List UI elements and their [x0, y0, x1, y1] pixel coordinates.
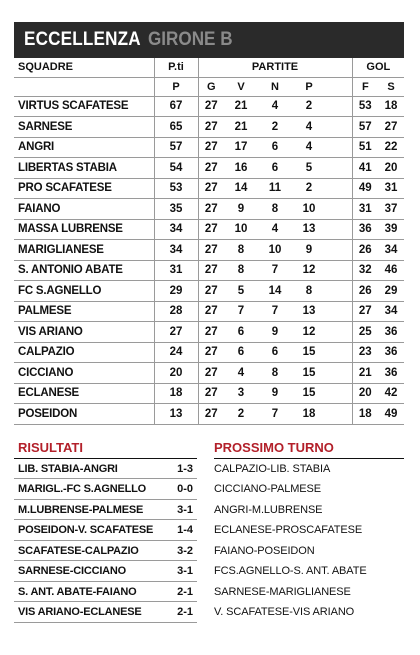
result-match: LIB. STABIA-ANGRI: [18, 462, 118, 475]
result-match: SARNESE-CICCIANO: [18, 565, 127, 577]
next-match: ECLANESE-PROSCAFATESE: [214, 524, 363, 536]
cell-f: 57: [352, 117, 378, 138]
cell-g: 27: [198, 281, 224, 302]
result-score: 2-1: [177, 606, 193, 618]
cell-pts: 34: [154, 240, 198, 261]
next-round-list: [214, 459, 404, 623]
cell-spacer: [326, 383, 352, 404]
cell-p: 10: [292, 199, 326, 220]
cell-pts: 53: [154, 178, 198, 199]
cell-n: 9: [258, 322, 292, 343]
cell-g: 27: [198, 96, 224, 117]
cell-n: 10: [258, 240, 292, 261]
cell-g: 27: [198, 199, 224, 220]
cell-pts: 24: [154, 342, 198, 363]
cell-g: 27: [198, 219, 224, 240]
cell-v: 9: [224, 199, 258, 220]
cell-n: 7: [258, 404, 292, 425]
cell-pts: 54: [154, 158, 198, 179]
cell-v: 6: [224, 322, 258, 343]
cell-g: 27: [198, 342, 224, 363]
cell-pts: 67: [154, 96, 198, 117]
table-row: [14, 199, 404, 220]
team-name: MARIGLIANESE: [14, 240, 154, 261]
col-partite: PARTITE: [198, 58, 352, 77]
table-row: [14, 178, 404, 199]
cell-spacer: [326, 260, 352, 281]
league-group: GIRONE B: [147, 29, 233, 50]
next-round-title: PROSSIMO TURNO: [214, 437, 404, 459]
cell-s: 46: [378, 260, 404, 281]
col-g: G: [198, 77, 224, 96]
team-name: VIRTUS SCAFATESE: [14, 96, 154, 117]
table-row: [14, 322, 404, 343]
league-banner: [14, 22, 404, 58]
cell-spacer: [326, 240, 352, 261]
result-match: SCAFATESE-CALPAZIO: [18, 544, 139, 557]
table-row: [14, 260, 404, 281]
cell-f: 41: [352, 158, 378, 179]
result-row: [14, 459, 197, 480]
cell-g: 27: [198, 301, 224, 322]
result-row: [14, 520, 197, 541]
cell-p: 15: [292, 363, 326, 384]
cell-n: 9: [258, 383, 292, 404]
next-match: FCS.AGNELLO-S. ANT. ABATE: [214, 565, 367, 577]
cell-spacer: [326, 117, 352, 138]
col-punti: P.ti: [154, 58, 198, 77]
cell-v: 4: [224, 363, 258, 384]
cell-spacer: [326, 404, 352, 425]
results-list: [14, 459, 197, 623]
cell-p: 13: [292, 301, 326, 322]
table-row: [14, 137, 404, 158]
table-row: [14, 240, 404, 261]
cell-v: 8: [224, 260, 258, 281]
team-name: S. ANTONIO ABATE: [14, 260, 154, 281]
team-name: PRO SCAFATESE: [14, 178, 154, 199]
cell-p: 15: [292, 383, 326, 404]
next-match: CALPAZIO-LIB. STABIA: [214, 462, 331, 475]
table-group-header: [14, 58, 404, 77]
cell-s: 36: [378, 322, 404, 343]
cell-g: 27: [198, 117, 224, 138]
cell-pts: 13: [154, 404, 198, 425]
result-score: 3-2: [177, 544, 193, 557]
table-row: [14, 281, 404, 302]
cell-spacer: [326, 363, 352, 384]
cell-f: 53: [352, 96, 378, 117]
col-pp: P: [292, 77, 326, 96]
result-match: M.LUBRENSE-PALMESE: [18, 503, 144, 516]
results-title: RISULTATI: [14, 437, 197, 459]
cell-v: 17: [224, 137, 258, 158]
cell-p: 5: [292, 158, 326, 179]
result-match: S. ANT. ABATE-FAIANO: [18, 585, 137, 598]
col-spacer: [326, 77, 352, 96]
cell-pts: 35: [154, 199, 198, 220]
cell-v: 6: [224, 342, 258, 363]
result-row: [14, 602, 197, 623]
cell-p: 18: [292, 404, 326, 425]
cell-p: 9: [292, 240, 326, 261]
cell-n: 6: [258, 137, 292, 158]
cell-s: 27: [378, 117, 404, 138]
next-match: FAIANO-POSEIDON: [214, 544, 315, 557]
col-f: F: [352, 77, 378, 96]
next-match: SARNESE-MARIGLIANESE: [214, 585, 351, 598]
cell-pts: 31: [154, 260, 198, 281]
cell-f: 31: [352, 199, 378, 220]
cell-pts: 57: [154, 137, 198, 158]
next-match: CICCIANO-PALMESE: [214, 483, 321, 495]
cell-f: 32: [352, 260, 378, 281]
team-name: ECLANESE: [14, 383, 154, 404]
cell-spacer: [326, 322, 352, 343]
cell-f: 20: [352, 383, 378, 404]
table-row: [14, 117, 404, 138]
cell-n: 2: [258, 117, 292, 138]
cell-f: 26: [352, 281, 378, 302]
cell-n: 8: [258, 199, 292, 220]
cell-spacer: [326, 342, 352, 363]
col-p: P: [154, 77, 198, 96]
next-round-section: [214, 437, 404, 623]
cell-pts: 28: [154, 301, 198, 322]
table-row: [14, 342, 404, 363]
cell-v: 21: [224, 117, 258, 138]
table-row: [14, 96, 404, 117]
team-name: POSEIDON: [14, 404, 154, 425]
result-row: [14, 500, 197, 521]
cell-f: 26: [352, 240, 378, 261]
col-s: S: [378, 77, 404, 96]
cell-s: 18: [378, 96, 404, 117]
cell-s: 37: [378, 199, 404, 220]
cell-p: 13: [292, 219, 326, 240]
cell-v: 7: [224, 301, 258, 322]
cell-g: 27: [198, 322, 224, 343]
cell-v: 16: [224, 158, 258, 179]
next-match: ANGRI-M.LUBRENSE: [214, 503, 323, 516]
result-score: 1-4: [177, 524, 193, 536]
cell-s: 42: [378, 383, 404, 404]
cell-f: 21: [352, 363, 378, 384]
cell-v: 3: [224, 383, 258, 404]
cell-n: 4: [258, 219, 292, 240]
table-row: [14, 363, 404, 384]
cell-g: 27: [198, 240, 224, 261]
cell-pts: 29: [154, 281, 198, 302]
col-v: V: [224, 77, 258, 96]
cell-n: 4: [258, 96, 292, 117]
table-row: [14, 219, 404, 240]
cell-n: 11: [258, 178, 292, 199]
league-title: ECCELLENZA: [24, 29, 141, 50]
cell-s: 20: [378, 158, 404, 179]
team-name: MASSA LUBRENSE: [14, 219, 154, 240]
cell-g: 27: [198, 178, 224, 199]
cell-pts: 65: [154, 117, 198, 138]
cell-f: 36: [352, 219, 378, 240]
cell-g: 27: [198, 260, 224, 281]
cell-s: 34: [378, 301, 404, 322]
col-n: N: [258, 77, 292, 96]
cell-v: 14: [224, 178, 258, 199]
cell-spacer: [326, 137, 352, 158]
table-row: [14, 383, 404, 404]
cell-spacer: [326, 178, 352, 199]
results-section: [14, 437, 197, 623]
team-name: ANGRI: [14, 137, 154, 158]
cell-s: 29: [378, 281, 404, 302]
cell-s: 36: [378, 342, 404, 363]
team-name: PALMESE: [14, 301, 154, 322]
result-score: 2-1: [177, 585, 193, 598]
result-match: MARIGL.-FC S.AGNELLO: [18, 483, 146, 495]
cell-n: 7: [258, 260, 292, 281]
cell-g: 27: [198, 363, 224, 384]
cell-v: 2: [224, 404, 258, 425]
result-row: [14, 479, 197, 500]
cell-spacer: [326, 219, 352, 240]
cell-p: 4: [292, 117, 326, 138]
cell-v: 8: [224, 240, 258, 261]
table-row: [14, 404, 404, 425]
cell-g: 27: [198, 383, 224, 404]
standings-table: [14, 58, 404, 425]
team-name: SARNESE: [14, 117, 154, 138]
team-name: FAIANO: [14, 199, 154, 220]
cell-f: 23: [352, 342, 378, 363]
cell-spacer: [326, 96, 352, 117]
result-row: [14, 561, 197, 582]
team-name: LIBERTAS STABIA: [14, 158, 154, 179]
cell-n: 7: [258, 301, 292, 322]
result-score: 1-3: [177, 462, 193, 475]
cell-pts: 27: [154, 322, 198, 343]
team-name: CICCIANO: [14, 363, 154, 384]
cell-f: 25: [352, 322, 378, 343]
cell-s: 34: [378, 240, 404, 261]
cell-p: 4: [292, 137, 326, 158]
col-empty: [14, 77, 154, 96]
cell-pts: 20: [154, 363, 198, 384]
col-gol: GOL: [352, 58, 404, 77]
col-squadre: SQUADRE: [14, 58, 154, 77]
cell-n: 8: [258, 363, 292, 384]
cell-v: 10: [224, 219, 258, 240]
cell-spacer: [326, 158, 352, 179]
cell-g: 27: [198, 158, 224, 179]
cell-n: 6: [258, 342, 292, 363]
result-row: [14, 541, 197, 562]
standings-page: [14, 22, 404, 623]
result-score: 3-1: [177, 565, 193, 577]
table-row: [14, 158, 404, 179]
cell-s: 39: [378, 219, 404, 240]
cell-spacer: [326, 199, 352, 220]
cell-s: 31: [378, 178, 404, 199]
cell-f: 49: [352, 178, 378, 199]
cell-s: 36: [378, 363, 404, 384]
cell-p: 15: [292, 342, 326, 363]
result-score: 0-0: [177, 483, 193, 495]
cell-spacer: [326, 281, 352, 302]
cell-s: 22: [378, 137, 404, 158]
result-row: [14, 582, 197, 603]
cell-v: 21: [224, 96, 258, 117]
cell-p: 2: [292, 96, 326, 117]
result-match: VIS ARIANO-ECLANESE: [18, 606, 142, 618]
table-row: [14, 301, 404, 322]
cell-pts: 18: [154, 383, 198, 404]
cell-spacer: [326, 301, 352, 322]
cell-f: 51: [352, 137, 378, 158]
cell-pts: 34: [154, 219, 198, 240]
lower-section: [14, 437, 404, 623]
cell-s: 49: [378, 404, 404, 425]
cell-n: 6: [258, 158, 292, 179]
cell-g: 27: [198, 137, 224, 158]
team-name: FC S.AGNELLO: [14, 281, 154, 302]
team-name: CALPAZIO: [14, 342, 154, 363]
next-match: V. SCAFATESE-VIS ARIANO: [214, 606, 355, 618]
cell-f: 27: [352, 301, 378, 322]
cell-n: 14: [258, 281, 292, 302]
cell-f: 18: [352, 404, 378, 425]
cell-g: 27: [198, 404, 224, 425]
standings-body: [14, 96, 404, 424]
cell-v: 5: [224, 281, 258, 302]
result-score: 3-1: [177, 503, 193, 516]
result-match: POSEIDON-V. SCAFATESE: [18, 524, 154, 536]
cell-p: 12: [292, 322, 326, 343]
table-sub-header: [14, 77, 404, 96]
team-name: VIS ARIANO: [14, 322, 154, 343]
cell-p: 8: [292, 281, 326, 302]
cell-p: 2: [292, 178, 326, 199]
cell-p: 12: [292, 260, 326, 281]
